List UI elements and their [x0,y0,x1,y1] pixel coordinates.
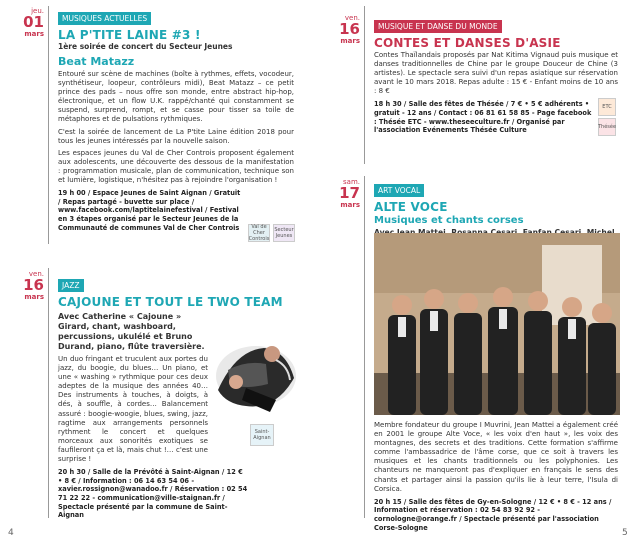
partner-logo: ETC [598,98,616,116]
paragraph: Les espaces jeunes du Val de Cher Controis proposent également aux adolescents, une découverte des dessous de la manifestation : programmation musicale, plan de communication, technique son et lumière, logistique, n'hésitez pas à rejoindre l'organisation ! [58,148,294,185]
page-number: 4 [8,528,14,538]
event-info: 19 h 00 / Espace Jeunes de Saint Aignan / Gratuit / Repas partagé - buvette sur place / www.facebook.com/laptitelainefestival / Festival en 3 étapes organisé par le Secteur Jeunes de la Communauté de communes Val de Cher Controis [58,189,241,232]
event-description [374,51,618,96]
partner-logo: Thésée [598,118,616,136]
category-badge: MUSIQUES ACTUELLES [58,12,151,25]
partner-logo: Val de Cher Controis [248,224,270,242]
divider-line [48,268,49,518]
paragraph: Un duo fringant et truculent aux portes du jazz, du boogie, du blues… Un piano, et une « washing » rythmique pour ces deux adeptes de la musique des années 40… Des instruments à touches, à doigts, à dés, à souffle, à cordes… Balancement assuré : boogie-woogie, blues, swing, jazz, ragtime aux arrangements personnels rythment le concert et quelques morceaux aux sonorités exotiques se faufileront ça et là, mais chut !… c'est une surprise ! [58,355,208,464]
paragraph: Entouré sur scène de machines (boîte à rythmes, effets, vocodeur, synthétiseur, loopeur, contrôleurs midi), Beat Matazz – ce petit prince des pads – nous offre son monde, entre abstract hip-hop, électronique, et un flow U.K. rappé/chanté qui constamment se suspend, surprend, rompt, et se casse pour tisser sa toile de métaphores et de pulsations rythmiques. [58,70,294,124]
event-date [4,270,44,301]
paragraph: C'est la soirée de lancement de La P'tite Laine édition 2018 pour tous les jeunes intéressés par la nouvelle saison. [58,127,294,145]
event-info: 20 h 15 / Salle des fêtes de Gy-en-Sologne / 12 € • 8 € - 12 ans / Information et réservation : 02 54 83 92 92 - cornologne@orange.fr / Spectacle présenté par l'association Corse-Sologne [374,497,612,532]
date-day: 16 [339,20,360,38]
event-title: CAJOUNE ET TOUT LE TWO TEAM [58,295,283,309]
category-badge: JAZZ [58,279,84,292]
date-day: 16 [23,276,44,294]
event-article [374,14,618,135]
event-description [58,70,294,185]
date-weekday: jeu. [31,7,44,15]
date-day: 17 [339,184,360,202]
partner-logo: Saint-Aignan [250,424,274,446]
date-month: mars [340,37,360,45]
event-description [374,421,618,494]
artist-name: Beat Matazz [58,55,135,68]
date-weekday: ven. [344,14,360,22]
partner-logo: Secteur Jeunes [273,224,295,242]
event-date [320,178,360,209]
event-description [58,355,208,464]
event-article [58,6,294,232]
event-title: CONTES ET DANSES D'ASIE [374,36,561,50]
category-badge: ART VOCAL [374,184,424,197]
event-info: 18 h 30 / Salle des fêtes de Thésée / 7 € • 5 € adhérents • gratuit - 12 ans / Contact : 06 81 61 58 85 - Page facebook : Thésée ETC - www.theseeculture.fr / Organisé par l'association Evénements Thésée Culture [374,100,592,135]
event-subtitle: Musiques et chants corses [374,215,524,226]
duo-photo [206,330,298,420]
category-badge: MUSIQUE ET DANSE DU MONDE [374,20,502,33]
event-title: ALTE VOCE [374,200,448,214]
date-weekday: sam. [343,178,360,186]
divider-line [48,6,49,244]
date-month: mars [24,293,44,301]
event-article-body [374,421,618,532]
date-day: 01 [23,13,44,31]
paragraph: Contes Thaïlandais proposés par Nat Kitima Vignaud puis musique et danses traditionnelles de Chine par le groupe Douceur de Chine (3 artistes). Le spectacle sera suivi d'un repas asiatique sur réservation avant le 10 mars 2018. Repas adulte : 15 € - Enfant moins de 10 ans : 8 € [374,51,618,96]
event-subtitle: 1ère soirée de concert du Secteur Jeunes [58,42,233,51]
date-month: mars [340,201,360,209]
event-title: LA P'TITE LAINE #3 ! [58,28,201,42]
event-lead: Avec Catherine « Cajoune » Girard, chant, washboard, percussions, ukulélé et Bruno Durand, piano, flûte traversière. [58,312,205,351]
event-date [4,7,44,38]
paragraph: Membre fondateur du groupe I Muvrini, Jean Mattei a également créé en 2001 le groupe Alte Voce, « les voix d'en haut », les voix des montagnes, des secrets et des traditions. Cette formation s'affirme comme l'ambassadrice de l'âme corse, que ce soit à travers les musiques et les chants traditionnels ou les polyphonies. Les chanteurs ne manqueront pas d'expliquer en français le sens des chants et partager ainsi la passion qu'ils lie à leur terre, l'Isula di Corsica. [374,421,618,493]
divider-line [364,176,365,518]
event-info: 20 h 30 / Salle de la Prévôté à Saint-Aignan / 12 € • 8 € / Information : 06 14 63 54 06 - xavier.rossignon@wanadoo.fr / Réservation : 02 54 71 22 22 - communication@ville-staignan.fr / Spectacle présenté par la commune de Saint-Aignan [58,468,248,520]
divider-line [364,6,365,164]
date-weekday: ven. [28,270,44,278]
date-month: mars [24,30,44,38]
choir-photo [374,233,620,415]
page-number: 5 [622,528,628,538]
event-date [320,14,360,45]
